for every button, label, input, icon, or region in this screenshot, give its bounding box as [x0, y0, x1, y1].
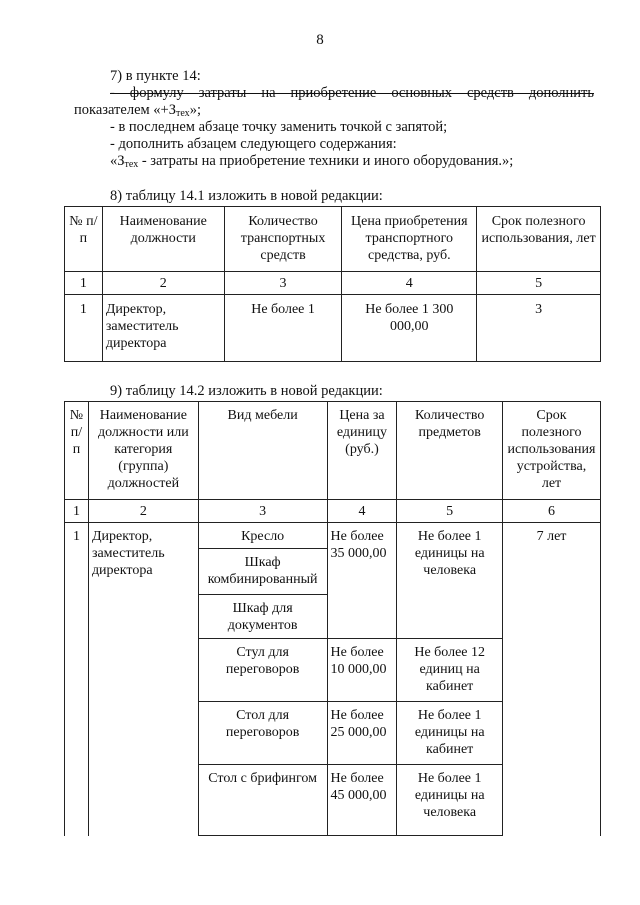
header-cell: Срок полезного использования, лет [477, 207, 601, 272]
row-number: 1 [65, 295, 103, 362]
table-14-1 [64, 206, 601, 362]
quantity-cell: Не более 1 единицы на человека [397, 523, 503, 639]
amendment-text [74, 68, 594, 170]
furniture-type-cell: Стол с брифингом [198, 765, 327, 836]
item-7-line-3: - в последнем абзаце точку заменить точкой с запятой; [110, 119, 448, 135]
column-number: 2 [88, 500, 198, 523]
table-header-row [65, 207, 601, 272]
header-cell: Наименование должности [102, 207, 224, 272]
table-row [65, 295, 601, 362]
header-cell: № п/п [65, 402, 89, 500]
vehicle-price-cell: Не более 1 300 000,00 [342, 295, 477, 362]
column-number: 4 [327, 500, 397, 523]
page-number: 8 [316, 32, 324, 48]
table-14-2 [64, 401, 601, 836]
column-number-row [65, 500, 601, 523]
item-8-heading: 8) таблицу 14.1 изложить в новой редакции: [110, 188, 383, 204]
header-cell: Цена приобретения транспортного средства, руб. [342, 207, 477, 272]
column-number: 3 [198, 500, 327, 523]
item-7-line-2: показателем «$+З_{тех}$»; [74, 102, 201, 119]
header-cell: № п/п [65, 207, 103, 272]
row-number: 1 [65, 523, 89, 836]
furniture-type-cell: Шкаф комбинированный [198, 549, 327, 595]
price-cell: Не более 25 000,00 [327, 702, 397, 765]
item-7-title: 7) в пункте 14: [110, 68, 201, 84]
header-cell: Вид мебели [198, 402, 327, 500]
price-cell: Не более 45 000,00 [327, 765, 397, 836]
price-cell: Не более 10 000,00 [327, 639, 397, 702]
header-cell: Количество транспортных средств [224, 207, 342, 272]
header-cell: Наименование должности или категория (группа) должностей [88, 402, 198, 500]
quantity-cell: Не более 12 единиц на кабинет [397, 639, 503, 702]
column-number: 3 [224, 272, 342, 295]
furniture-type-cell: Кресло [198, 523, 327, 549]
table-row [65, 523, 601, 549]
column-number-row [65, 272, 601, 295]
vehicle-count-cell: Не более 1 [224, 295, 342, 362]
column-number: 4 [342, 272, 477, 295]
column-number: 2 [102, 272, 224, 295]
useful-life-cell: 3 [477, 295, 601, 362]
furniture-type-cell: Шкаф для документов [198, 595, 327, 639]
header-cell: Количество предметов [397, 402, 503, 500]
quantity-cell: Не более 1 единицы на человека [397, 765, 503, 836]
column-number: 5 [397, 500, 503, 523]
position-cell: Директор, заместитель директора [102, 295, 224, 362]
item-7-line-1: - формулу затраты на приобретение основных средств дополнить [110, 85, 594, 101]
furniture-type-cell: Стул для переговоров [198, 639, 327, 702]
item-7-line-4: - дополнить абзацем следующего содержания: [110, 136, 397, 152]
column-number: 6 [502, 500, 600, 523]
header-cell: Цена за единицу (руб.) [327, 402, 397, 500]
term-cell: 7 лет [502, 523, 600, 836]
header-cell: Срок полезного использования устройства, лет [502, 402, 600, 500]
quantity-cell: Не более 1 единицы на кабинет [397, 702, 503, 765]
table-header-row [65, 402, 601, 500]
price-cell: Не более 35 000,00 [327, 523, 397, 639]
item-7-line-5: «$З_{тех}$ - затраты на приобретение техники и иного оборудования.»; [110, 153, 514, 170]
column-number: 1 [65, 272, 103, 295]
column-number: 1 [65, 500, 89, 523]
furniture-type-cell: Стол для переговоров [198, 702, 327, 765]
column-number: 5 [477, 272, 601, 295]
position-cell: Директор, заместитель директора [88, 523, 198, 836]
item-9-heading: 9) таблицу 14.2 изложить в новой редакции: [110, 383, 383, 399]
